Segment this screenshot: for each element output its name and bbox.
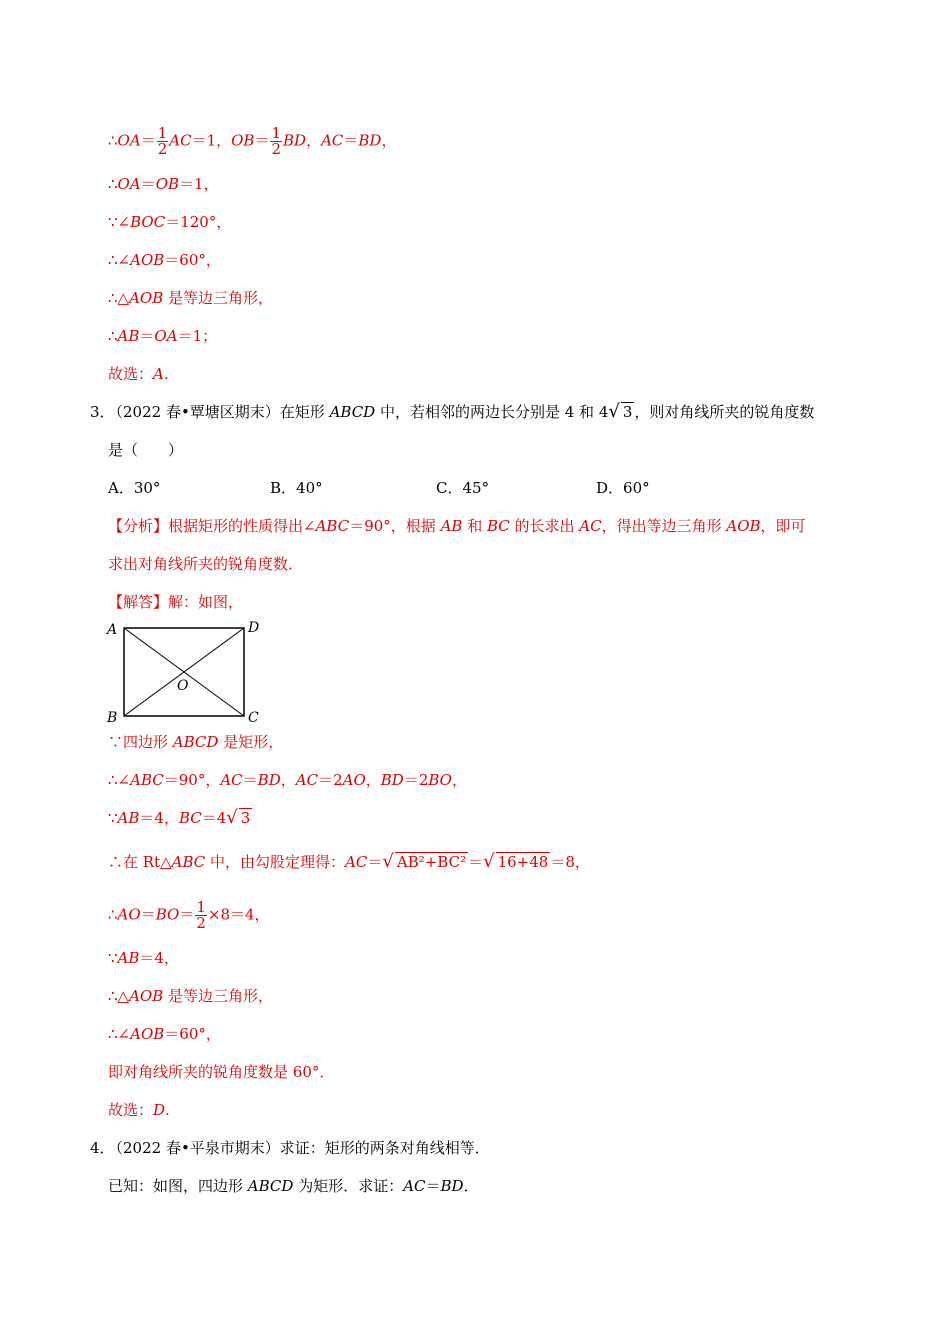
fraction: $\frac{1}{2}$ (157, 124, 168, 158)
question-stem: （2022 春•覃塘区期末）在矩形 ABCD 中，若相邻的两边长分别是 4 和 4√ 3 ，则对角线所夹的锐角度数 (108, 401, 815, 422)
answer-step-9: 即对角线所夹的锐角度数是 60°． (108, 1063, 335, 1081)
fraction: $\frac{1}{2}$ (196, 898, 206, 932)
answer-intro: 【解答】解：如图， (108, 593, 244, 611)
question-stem: （2022 春•平泉市期末）求证：矩形的两条对角线相等． (108, 1139, 490, 1157)
option-c: C．45° (436, 479, 490, 497)
solution-choice: 故选：A. (108, 365, 169, 383)
answer-step-8: ∴∠AOB＝60°， (108, 1025, 221, 1043)
answer-step-1: ∵四边形 ABCD 是矩形， (108, 733, 284, 751)
solution-line-3: ∵∠BOC＝120°， (108, 213, 232, 231)
solution-line-4: ∴∠AOB＝60°， (108, 251, 221, 269)
solution-line-2: ∴OA＝OB＝1， (108, 175, 219, 193)
option-b: B．40° (270, 479, 323, 497)
question-stem-cont: 是（ ） (108, 441, 184, 459)
answer-choice: 故选：D. (108, 1101, 170, 1119)
rectangle-figure (104, 618, 264, 726)
solution-line-6: ∴AB＝OA＝1； (108, 327, 218, 345)
answer-step-7: ∴△AOB 是等边三角形， (108, 987, 274, 1005)
vertex-label-c: C (248, 710, 259, 726)
analysis-cont: 求出对角线所夹的锐角度数． (108, 555, 304, 573)
option-d: D．60° (596, 479, 650, 497)
solution-line-1: ∴OA＝ $\frac{1}{2}$ AC＝1，OB＝ $\frac{1}{2}$ BD，AC＝BD， (108, 124, 397, 158)
question-given: 已知：如图，四边形 ABCD 为矩形．求证：AC＝BD． (108, 1177, 479, 1195)
analysis: 【分析】根据矩形的性质得出∠ABC＝90°，根据 AB 和 BC 的长求出 AC，得出等边三角形 AOB，即可 (108, 517, 806, 535)
vertex-label-d: D (248, 620, 260, 636)
answer-step-6: ∵AB＝4， (108, 949, 179, 967)
answer-step-4: ∴在 Rt△ABC 中，由勾股定理得：AC＝√ AB²+BC² ＝√ 16+48 ＝8， (108, 851, 590, 872)
question-number: 3． (90, 403, 115, 421)
answer-step-3: ∵AB＝4，BC＝4√ 3 (108, 807, 251, 828)
question-number: 4． (90, 1139, 115, 1157)
answer-step-5: ∴AO＝BO＝ $\frac{1}{2}$ ×8＝4， (108, 898, 270, 932)
option-a: A．30° (108, 479, 161, 497)
answer-step-2: ∴∠ABC＝90°，AC＝BD，AC＝2AO，BD＝2BO， (108, 771, 467, 789)
vertex-label-a: A (107, 622, 118, 638)
vertex-label-b: B (107, 710, 118, 726)
center-label-o: O (177, 678, 189, 694)
solution-line-5: ∴△AOB 是等边三角形， (108, 289, 274, 307)
fraction: $\frac{1}{2}$ (271, 124, 281, 158)
